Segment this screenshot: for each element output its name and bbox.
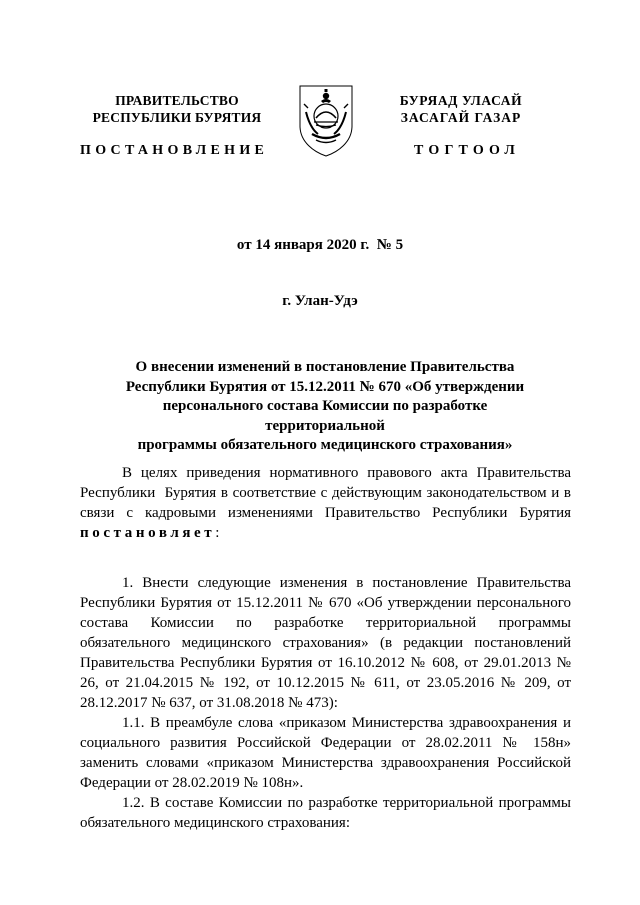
title-line: Республики Бурятия от 15.12.2011 № 670 «Об утверждении	[125, 378, 525, 395]
doctype-left: ПОСТАНОВЛЕНИЕ	[80, 143, 269, 158]
header-left-line2: РЕСПУБЛИКИ БУРЯТИЯ	[92, 110, 262, 125]
title-line: программы обязательного медицинского страхования»	[137, 437, 513, 453]
header-left	[82, 92, 272, 126]
header-right	[366, 92, 556, 126]
date-number: от 14 января 2020 г. № 5	[236, 237, 404, 253]
preamble-colon: :	[215, 525, 220, 541]
header-right-line2: ЗАСАГАЙ ГАЗАР	[400, 110, 522, 125]
resolves-word: постановляет	[80, 525, 216, 541]
title-line: О внесении изменений в постановление Правительства	[135, 359, 515, 375]
item-paragraph: 1. Внести следующие изменения в постановление Правительства Республики Бурятия от 15.12.2011 № 670 «Об утверждении персонального состава Комиссии по разработке территориальной программы обязательного медицинского страхования» (в редакции постановлений Правительства Республики Бурятия от 16.10.2012 № 608, от 29.01.2013 № 26, от 21.04.2015 № 192, от 10.12.2015 № 611, от 23.05.2016 № 209, от 28.12.2017 № 637, от 31.08.2018 № 473):	[80, 575, 571, 711]
header-left-line1: ПРАВИТЕЛЬСТВО	[115, 93, 239, 108]
header-right-line1: БУРЯАД УЛАСАЙ	[399, 93, 523, 108]
city: г. Улан-Удэ	[282, 293, 358, 309]
doctype-right: ТОГТООЛ	[414, 143, 521, 158]
item-paragraph: 1.1. В преамбуле слова «приказом Министерства здравоохранения и социального развития Российской Федерации от 28.02.2011 № 158н» заменить словами «приказом Министерства здравоохранения Российской Федерации от 28.02.2019 № 108н».	[80, 715, 571, 791]
preamble-paragraph	[80, 463, 575, 543]
document-title	[110, 358, 540, 456]
preamble-text: В целях приведения нормативного правового акта Правительства Республики Бурятия в соответствие с действующим законодательством и в связи с кадровыми изменениями Правительство Республики Бурятия	[80, 465, 575, 521]
decree-items	[80, 573, 571, 833]
item-paragraph: 1.2. В составе Комиссии по разработке территориальной программы обязательного медицинского страхования:	[80, 795, 571, 831]
preamble	[80, 463, 575, 543]
coat-of-arms-icon	[294, 82, 358, 158]
title-line: персонального состава Комиссии по разработке территориальной	[162, 398, 488, 434]
